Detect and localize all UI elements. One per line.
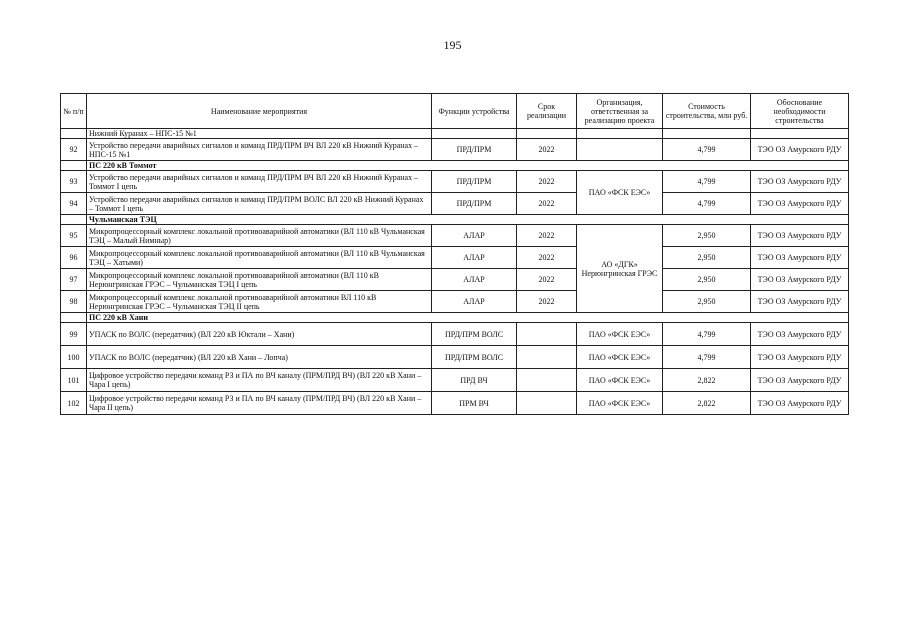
cell-cost: 2,822 [663,369,751,392]
cell-num: 94 [61,193,87,215]
cell-term: 2022 [517,139,577,161]
header-cost: Стоимость строительства, млн руб. [663,94,751,129]
table-row [61,129,849,139]
cell-num: 101 [61,369,87,392]
cell-term: 2022 [517,269,577,291]
cell-cost: 2,950 [663,269,751,291]
cell-org: ПАО «ФСК ЕЭС» [577,323,663,346]
cell-basis: ТЭО ОЗ Амурского РДУ [751,247,849,269]
cell-basis: ТЭО ОЗ Амурского РДУ [751,291,849,313]
cell-basis: ТЭО ОЗ Амурского РДУ [751,139,849,161]
cell-func: АЛАР [432,247,517,269]
cell-func: ПРМ ВЧ [432,392,517,415]
cell-num: 100 [61,346,87,369]
cell-basis: ТЭО ОЗ Амурского РДУ [751,269,849,291]
header-num: № п/п [61,94,87,129]
cell-num: 92 [61,139,87,161]
cell-org: ПАО «ФСК ЕЭС» [577,346,663,369]
cell-term [517,392,577,415]
cell-name: Микропроцессорный комплекс локальной противоаварийной автоматики ВЛ 110 кВ Нерюнгринская ГРЭС – Чульманская ТЭЦ II цепь [87,291,432,313]
cell-cost: 2,822 [663,392,751,415]
header-basis: Обоснование необходимости строительства [751,94,849,129]
section-title: ПС 220 кВ Томмот [87,161,849,171]
cell-cost: 2,950 [663,225,751,247]
cell-cost: 4,799 [663,346,751,369]
cell-func: АЛАР [432,225,517,247]
page-number: 195 [443,38,462,52]
table-row [61,171,849,193]
cell-num: 99 [61,323,87,346]
table-row [61,269,849,291]
section-title: ПС 220 кВ Хани [87,313,849,323]
table-row [61,193,849,215]
cell-basis: ТЭО ОЗ Амурского РДУ [751,323,849,346]
cell-term: 2022 [517,171,577,193]
cell-cost: 4,799 [663,193,751,215]
section-row [61,161,849,171]
cell-term [517,369,577,392]
cell-org: ПАО «ФСК ЕЭС» [577,369,663,392]
table-row [61,225,849,247]
cell-org: АО «ДГК» Нерюнгринская ГРЭС [577,225,663,313]
cell-num: 102 [61,392,87,415]
cell-cost: 2,950 [663,291,751,313]
cell-name: Устройство передачи аварийных сигналов и команд ПРД/ПРМ ВЧ ВЛ 220 кВ Нижний Куранах – НПС-15 №1 [87,139,432,161]
cell-func: ПРД/ПРМ [432,139,517,161]
table-row [61,369,849,392]
cell-basis: ТЭО ОЗ Амурского РДУ [751,392,849,415]
table-header-row [61,94,849,129]
cell-num: 93 [61,171,87,193]
cell-basis: ТЭО ОЗ Амурского РДУ [751,369,849,392]
cell-name: Микропроцессорный комплекс локальной противоаварийной автоматики (ВЛ 110 кВ Чульманская ТЭЦ – Малый Нимныр) [87,225,432,247]
cell-name: Микропроцессорный комплекс локальной противоаварийной автоматики (ВЛ 110 кВ Нерюнгринская ГРЭС – Чульманская ТЭЦ I цепь [87,269,432,291]
cell-basis: ТЭО ОЗ Амурского РДУ [751,346,849,369]
section-row [61,215,849,225]
header-term: Срок реализации [517,94,577,129]
cell-num: 95 [61,225,87,247]
table-row [61,392,849,415]
cell-func: АЛАР [432,291,517,313]
cell-func: ПРД/ПРМ [432,171,517,193]
table-row [61,323,849,346]
cell-name: Нижний Куранах – НПС-15 №1 [87,129,432,139]
cell-func: ПРД ВЧ [432,369,517,392]
cell-term: 2022 [517,225,577,247]
cell-org: ПАО «ФСК ЕЭС» [577,171,663,215]
cell-name: Цифровое устройство передачи команд РЗ и ПА по ВЧ каналу (ПРМ/ПРД ВЧ) (ВЛ 220 кВ Хани – Чара II цепь) [87,392,432,415]
cell-name: Микропроцессорный комплекс локальной противоаварийной автоматики (ВЛ 110 кВ Чульманская ТЭЦ – Хатыми) [87,247,432,269]
cell-cost: 4,799 [663,323,751,346]
cell-basis: ТЭО ОЗ Амурского РДУ [751,193,849,215]
table-row [61,247,849,269]
table-row [61,139,849,161]
cell-name: УПАСК по ВОЛС (передатчик) (ВЛ 220 кВ Юктали – Хани) [87,323,432,346]
cell-name: Устройство передачи аварийных сигналов и команд ПРД/ПРМ ВЧ ВЛ 220 кВ Нижний Куранах – Томмот I цепь [87,171,432,193]
header-org: Организация, ответственная за реализацию проекта [577,94,663,129]
header-func: Функции устройства [432,94,517,129]
cell-name: УПАСК по ВОЛС (передатчик) (ВЛ 220 кВ Хани – Лопча) [87,346,432,369]
cell-term [517,323,577,346]
cell-func: ПРД/ПРМ ВОЛС [432,323,517,346]
cell-name: Устройство передачи аварийных сигналов и команд ПРД/ПРМ ВОЛС ВЛ 220 кВ Нижний Куранах – Томмот I цепь [87,193,432,215]
cell-func: АЛАР [432,269,517,291]
cell-num: 96 [61,247,87,269]
cell-func: ПРД/ПРМ [432,193,517,215]
section-row [61,313,849,323]
cell-term: 2022 [517,247,577,269]
cell-num: 98 [61,291,87,313]
cell-func: ПРД/ПРМ ВОЛС [432,346,517,369]
table-row [61,346,849,369]
cell-term: 2022 [517,291,577,313]
cell-cost: 4,799 [663,139,751,161]
section-title: Чульманская ТЭЦ [87,215,849,225]
cell-cost: 4,799 [663,171,751,193]
cell-num: 97 [61,269,87,291]
cell-name: Цифровое устройство передачи команд РЗ и ПА по ВЧ каналу (ПРМ/ПРД ВЧ) (ВЛ 220 кВ Хани – Чара I цепь) [87,369,432,392]
cell-basis: ТЭО ОЗ Амурского РДУ [751,171,849,193]
cell-basis: ТЭО ОЗ Амурского РДУ [751,225,849,247]
table-row [61,291,849,313]
cell-org: ПАО «ФСК ЕЭС» [577,392,663,415]
header-name: Наименование мероприятия [87,94,432,129]
measures-table [60,93,849,415]
cell-cost: 2,950 [663,247,751,269]
cell-term: 2022 [517,193,577,215]
cell-term [517,346,577,369]
